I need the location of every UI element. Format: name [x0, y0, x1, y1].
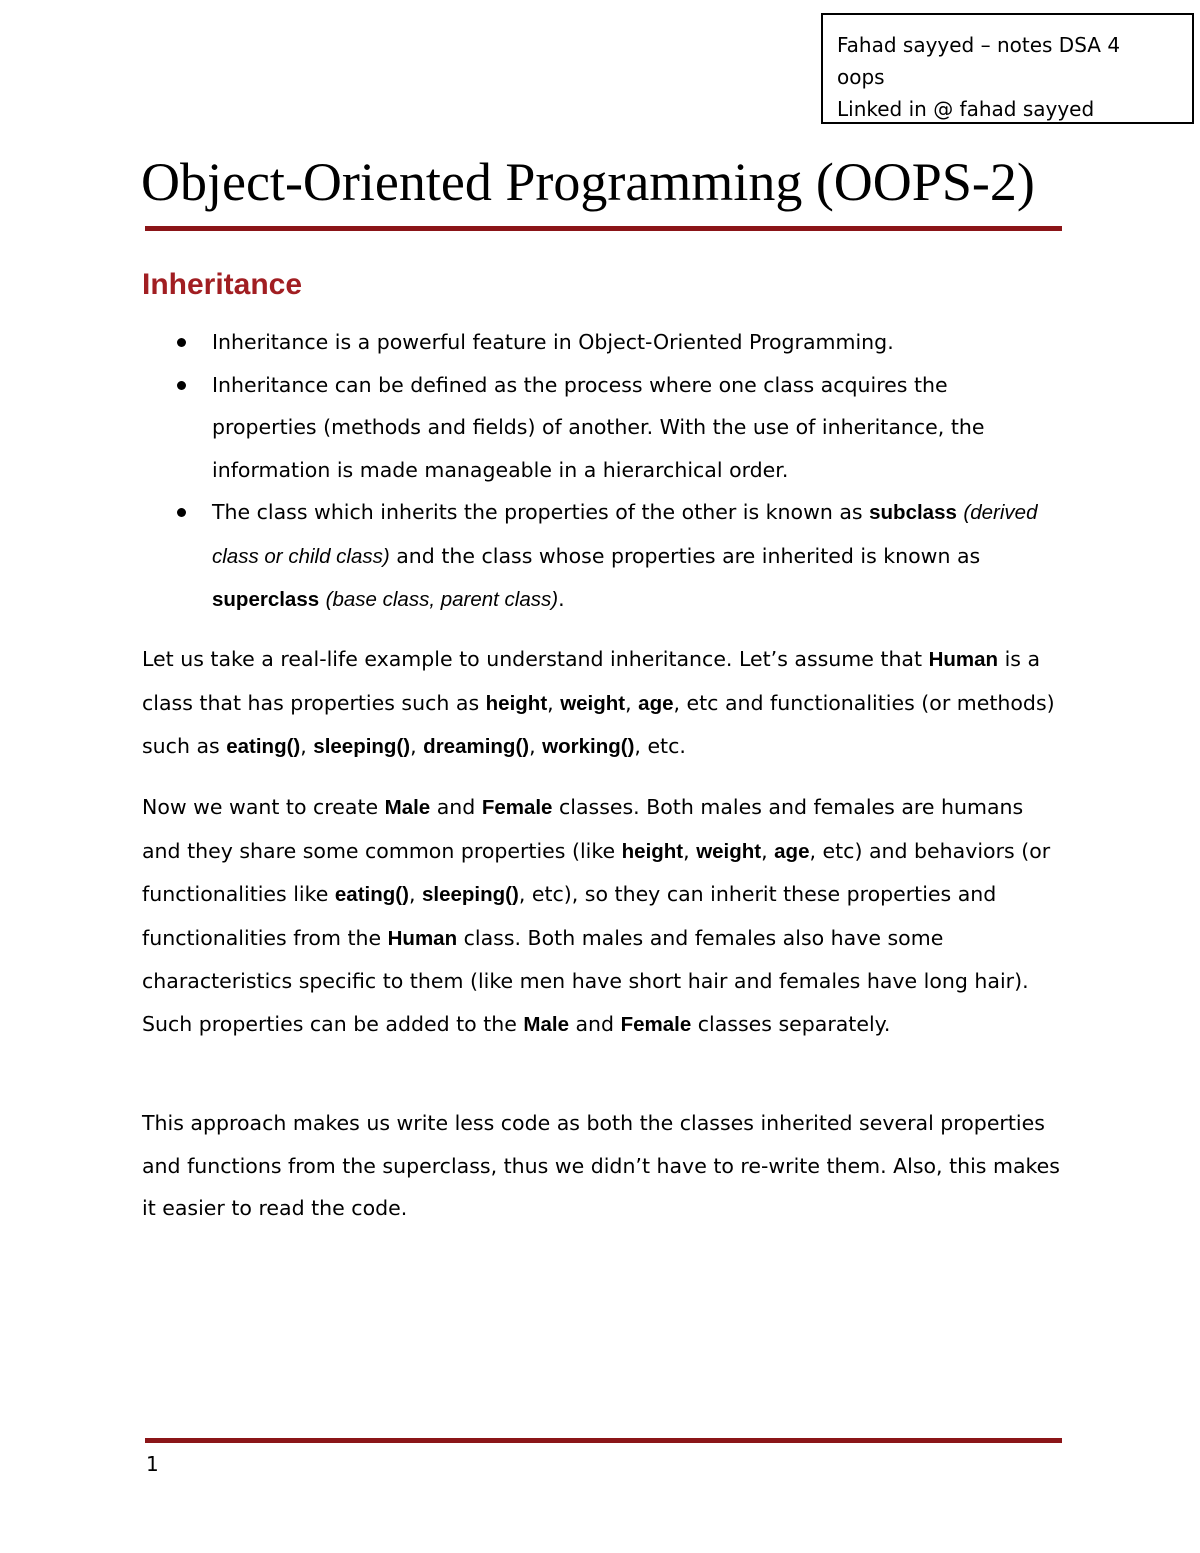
- text-run: Let us take a real-life example to understand inheritance. Let’s assume that: [142, 647, 929, 671]
- footer-divider: [145, 1438, 1062, 1443]
- bullet-icon: [177, 508, 186, 517]
- text-run: Now we want to create: [142, 795, 385, 819]
- keyword: weight: [560, 691, 626, 715]
- list-item: [142, 364, 1042, 492]
- text-run: The class which inherits the properties of the other is known as: [212, 500, 870, 524]
- bullet-icon: [177, 381, 186, 390]
- keyword: Human: [928, 648, 999, 671]
- keyword: Female: [620, 1012, 692, 1036]
- text-run: , etc and functionalities (or methods) such as: [142, 690, 1055, 758]
- text-run: , etc) and behaviors (or functionalities like: [142, 838, 1051, 906]
- keyword: age: [774, 839, 810, 863]
- paragraph-human-example: [142, 638, 1067, 769]
- page-number: 1: [146, 1452, 159, 1476]
- text-run: and the class whose properties are inherited is known as: [389, 543, 981, 568]
- text-run: is a class that has properties such as: [142, 647, 1041, 715]
- bullet-list: [142, 321, 1042, 622]
- keyword: Male: [523, 1012, 569, 1036]
- text-run: class. Both males and females also have some characteristics specific to them (like men have short hair and females have long hair). Such properties can be added to the: [142, 925, 1029, 1036]
- bullet-icon: [177, 338, 186, 347]
- keyword: weight: [696, 839, 762, 863]
- keyword: height: [485, 691, 548, 715]
- page-title: Object-Oriented Programming (OOPS-2): [141, 152, 1035, 212]
- text-run: , etc.: [634, 734, 686, 758]
- text-run: , etc), so they can inherit these properties and functionalities from the: [142, 882, 997, 950]
- text-run: ,: [410, 734, 424, 758]
- section-heading: Inheritance: [142, 268, 303, 301]
- author-note-line: oops: [837, 65, 885, 89]
- keyword: dreaming(): [423, 735, 530, 758]
- author-note-box: [821, 13, 1194, 124]
- keyword: sleeping(): [421, 883, 519, 906]
- text-run: .: [558, 587, 565, 611]
- author-note-line: Linked in @ fahad sayyed: [837, 97, 1095, 121]
- paragraph-male-female: [142, 786, 1067, 1046]
- keyword: height: [621, 839, 684, 863]
- text-run: classes. Both males and females are humans and they share some common properties (like: [142, 795, 1024, 863]
- keyword-subclass: subclass: [869, 501, 957, 524]
- author-note-line: Fahad sayyed – notes DSA 4: [837, 33, 1121, 57]
- keyword: Female: [481, 796, 553, 819]
- text-run: ,: [300, 734, 314, 758]
- text-run: ,: [683, 838, 697, 863]
- title-divider: [145, 226, 1062, 231]
- text-run: ,: [761, 838, 775, 863]
- text-run: ,: [625, 690, 639, 715]
- paragraph-conclusion: This approach makes us write less code as both the classes inherited several properties and functions from the superclass, thus we didn’t have to re-write them. Also, this makes it easier to read the code.: [142, 1111, 1060, 1220]
- list-item: [142, 321, 1042, 364]
- list-item: [142, 491, 1042, 622]
- keyword-superclass-aliases: (base class, parent class): [325, 588, 559, 611]
- keyword-superclass: superclass: [212, 588, 320, 611]
- keyword: Male: [384, 796, 431, 819]
- text-run: and: [430, 795, 482, 819]
- keyword-subclass-aliases: (derived class or child class): [212, 501, 1038, 568]
- keyword: eating(): [334, 883, 409, 906]
- text-run: and: [568, 1011, 621, 1036]
- bullet-text: [212, 500, 1037, 611]
- keyword: eating(): [226, 735, 301, 758]
- keyword: Human: [387, 926, 458, 950]
- bullet-text: Inheritance can be defined as the process where one class acquires the properties (methods and fields) of another. With the use of inheritance, the information is made manageable in a hierarchical order.: [212, 372, 985, 482]
- keyword: sleeping(): [313, 735, 411, 758]
- text-run: ,: [547, 690, 561, 715]
- keyword: working(): [542, 735, 635, 758]
- text-run: ,: [408, 882, 422, 906]
- text-run: classes separately.: [691, 1011, 891, 1036]
- bullet-text: Inheritance is a powerful feature in Object-Oriented Programming.: [212, 330, 894, 354]
- keyword: age: [638, 691, 674, 715]
- text-run: ,: [529, 734, 543, 758]
